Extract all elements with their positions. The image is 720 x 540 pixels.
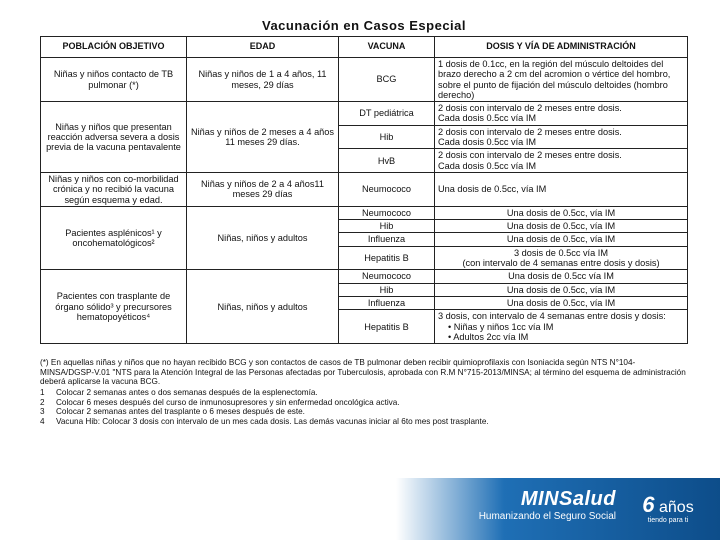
anniversary-word: años — [659, 499, 694, 516]
cell-edad: Niñas y niños de 2 a 4 años11 meses 29 días — [187, 172, 339, 206]
cell-dosis — [435, 310, 688, 344]
cell-edad: Niñas y niños de 1 a 4 años, 11 meses, 29 días — [187, 58, 339, 102]
footnote-number: 3 — [40, 407, 45, 417]
header-dosis: DOSIS Y VÍA DE ADMINISTRACIÓN — [435, 37, 688, 58]
cell-vacuna: Influenza — [339, 296, 435, 309]
hep-b-bullet-adults-text: Adultos 2cc vía IM — [453, 331, 529, 342]
footnote-text: Vacuna Hib: Colocar 3 dosis con intervalo de un mes cada dosis. Las demás vacunas iniciar al 6to mes post trasplante. — [56, 416, 489, 426]
anniversary-subtext: tiendo para ti — [647, 517, 689, 524]
cell-vacuna: BCG — [339, 58, 435, 102]
table-row — [41, 172, 688, 206]
anniversary-mark — [638, 494, 698, 517]
brand-tagline: Humanizando el Seguro Social — [478, 511, 616, 522]
header-poblacion: POBLACIÓN OBJETIVO — [41, 37, 187, 58]
cell-poblacion: Pacientes con trasplante de órgano sólido³ y precursores hematopoyéticos⁴ — [41, 270, 187, 344]
cell-edad: Niñas y niños de 2 meses a 4 años 11 meses 29 días. — [187, 102, 339, 173]
cell-dosis: 2 dosis con intervalo de 2 meses entre dosis. Cada dosis 0.5cc vía IM — [435, 102, 688, 126]
cell-dosis: 2 dosis con intervalo de 2 meses entre dosis. Cada dosis 0.5cc vía IM — [435, 149, 688, 173]
footnote-text: Colocar 2 semanas antes del trasplante o 6 meses después de este. — [56, 407, 305, 417]
cell-poblacion: Pacientes asplénicos¹ y oncohematológicos² — [41, 206, 187, 269]
table-row — [41, 270, 688, 283]
anniversary-number: 6 — [642, 492, 655, 517]
vaccination-table — [40, 36, 688, 344]
brand-name: MINSalud — [520, 488, 616, 510]
table-header-row — [41, 37, 688, 58]
cell-vacuna: Neumococo — [339, 270, 435, 283]
cell-dosis: Una dosis de 0.5cc, vía IM — [435, 233, 688, 246]
hep-b-bullet-children-text: Niñas y niños 1cc vía IM — [453, 321, 554, 332]
note-star: (*) En aquellas niñas y niños que no hayan recibido BCG y son contactos de casos de TB pulmonar deben recibir quimioprofilaxis con Isoniacida según NTS N°104-MINSA/DGSP-V.01 "NTS para la Atención Integral de las Personas afectadas por Tuberculosis, aprobada con R.M N°715-2013/MINSA; al término del esquema de administración deberá aplicarse la vacuna BCG. — [40, 358, 686, 386]
footnote-number: 2 — [40, 397, 45, 407]
cell-vacuna: Influenza — [339, 233, 435, 246]
cell-edad: Niñas, niños y adultos — [187, 270, 339, 344]
cell-poblacion: Niñas y niños contacto de TB pulmonar (*) — [41, 58, 187, 102]
footer-banner — [0, 478, 720, 540]
footnote — [40, 417, 688, 426]
cell-vacuna: Hib — [339, 283, 435, 296]
cell-vacuna: Hepatitis B — [339, 246, 435, 270]
cell-edad: Niñas, niños y adultos — [187, 206, 339, 269]
notes-section — [40, 358, 688, 426]
footnote-number: 4 — [40, 416, 45, 426]
table-row — [41, 102, 688, 126]
cell-vacuna: Hib — [339, 220, 435, 233]
cell-poblacion: Niñas y niños con co-morbilidad crónica y no recibió la vacuna según esquema y edad. — [41, 172, 187, 206]
cell-vacuna: Neumococo — [339, 206, 435, 219]
anniversary-logo — [638, 494, 698, 524]
header-vacuna: VACUNA — [339, 37, 435, 58]
footnote — [40, 388, 688, 397]
cell-vacuna: HvB — [339, 149, 435, 173]
document — [40, 18, 688, 426]
footnote-text: Colocar 2 semanas antes o dos semanas después de la esplenectomía. — [56, 388, 318, 398]
table-row — [41, 58, 688, 102]
footnote-text: Colocar 6 meses después del curso de inmunosupresores y sin enfermedad oncológica activa. — [56, 397, 400, 407]
cell-vacuna: Hepatitis B — [339, 310, 435, 344]
hep-b-bullet-adults: • Adultos 2cc vía IM — [448, 331, 529, 342]
footnote — [40, 407, 688, 416]
cell-dosis: Una dosis de 0.5cc, vía IM — [435, 172, 688, 206]
cell-dosis: 2 dosis con intervalo de 2 meses entre dosis. Cada dosis 0.5cc vía IM — [435, 125, 688, 149]
hep-b-bullet-children: • Niñas y niños 1cc vía IM — [448, 321, 554, 332]
brand-logo — [479, 488, 616, 522]
cell-vacuna: Neumococo — [339, 172, 435, 206]
cell-dosis: Una dosis de 0.5cc, vía IM — [435, 296, 688, 309]
footnote — [40, 398, 688, 407]
cell-dosis: 3 dosis de 0.5cc vía IM (con intervalo de 4 semanas entre dosis y dosis) — [435, 246, 688, 270]
cell-dosis: Una dosis de 0.5cc vía IM — [435, 270, 688, 283]
document-title: Vacunación en Casos Especial — [261, 18, 467, 33]
cell-vacuna: Hib — [339, 125, 435, 149]
cell-dosis: 1 dosis de 0.1cc, en la región del músculo deltoides del brazo derecho a 2 cm del acromion o vértice del hombro, sobre el punto de fijación del músculo deltoides (hombro derecho) — [435, 58, 688, 102]
table-row — [41, 206, 688, 219]
footnote-number: 1 — [40, 388, 45, 398]
header-edad: EDAD — [187, 37, 339, 58]
cell-poblacion: Niñas y niños que presentan reacción adversa severa a dosis previa de la vacuna pentavalente — [41, 102, 187, 173]
cell-vacuna: DT pediátrica — [339, 102, 435, 126]
cell-dosis: Una dosis de 0.5cc, vía IM — [435, 283, 688, 296]
hep-b-intro: 3 dosis, con intervalo de 4 semanas entre dosis y dosis: — [438, 311, 666, 322]
cell-dosis: Una dosis de 0.5cc, vía IM — [435, 220, 688, 233]
cell-dosis: Una dosis de 0.5cc, vía IM — [435, 206, 688, 219]
